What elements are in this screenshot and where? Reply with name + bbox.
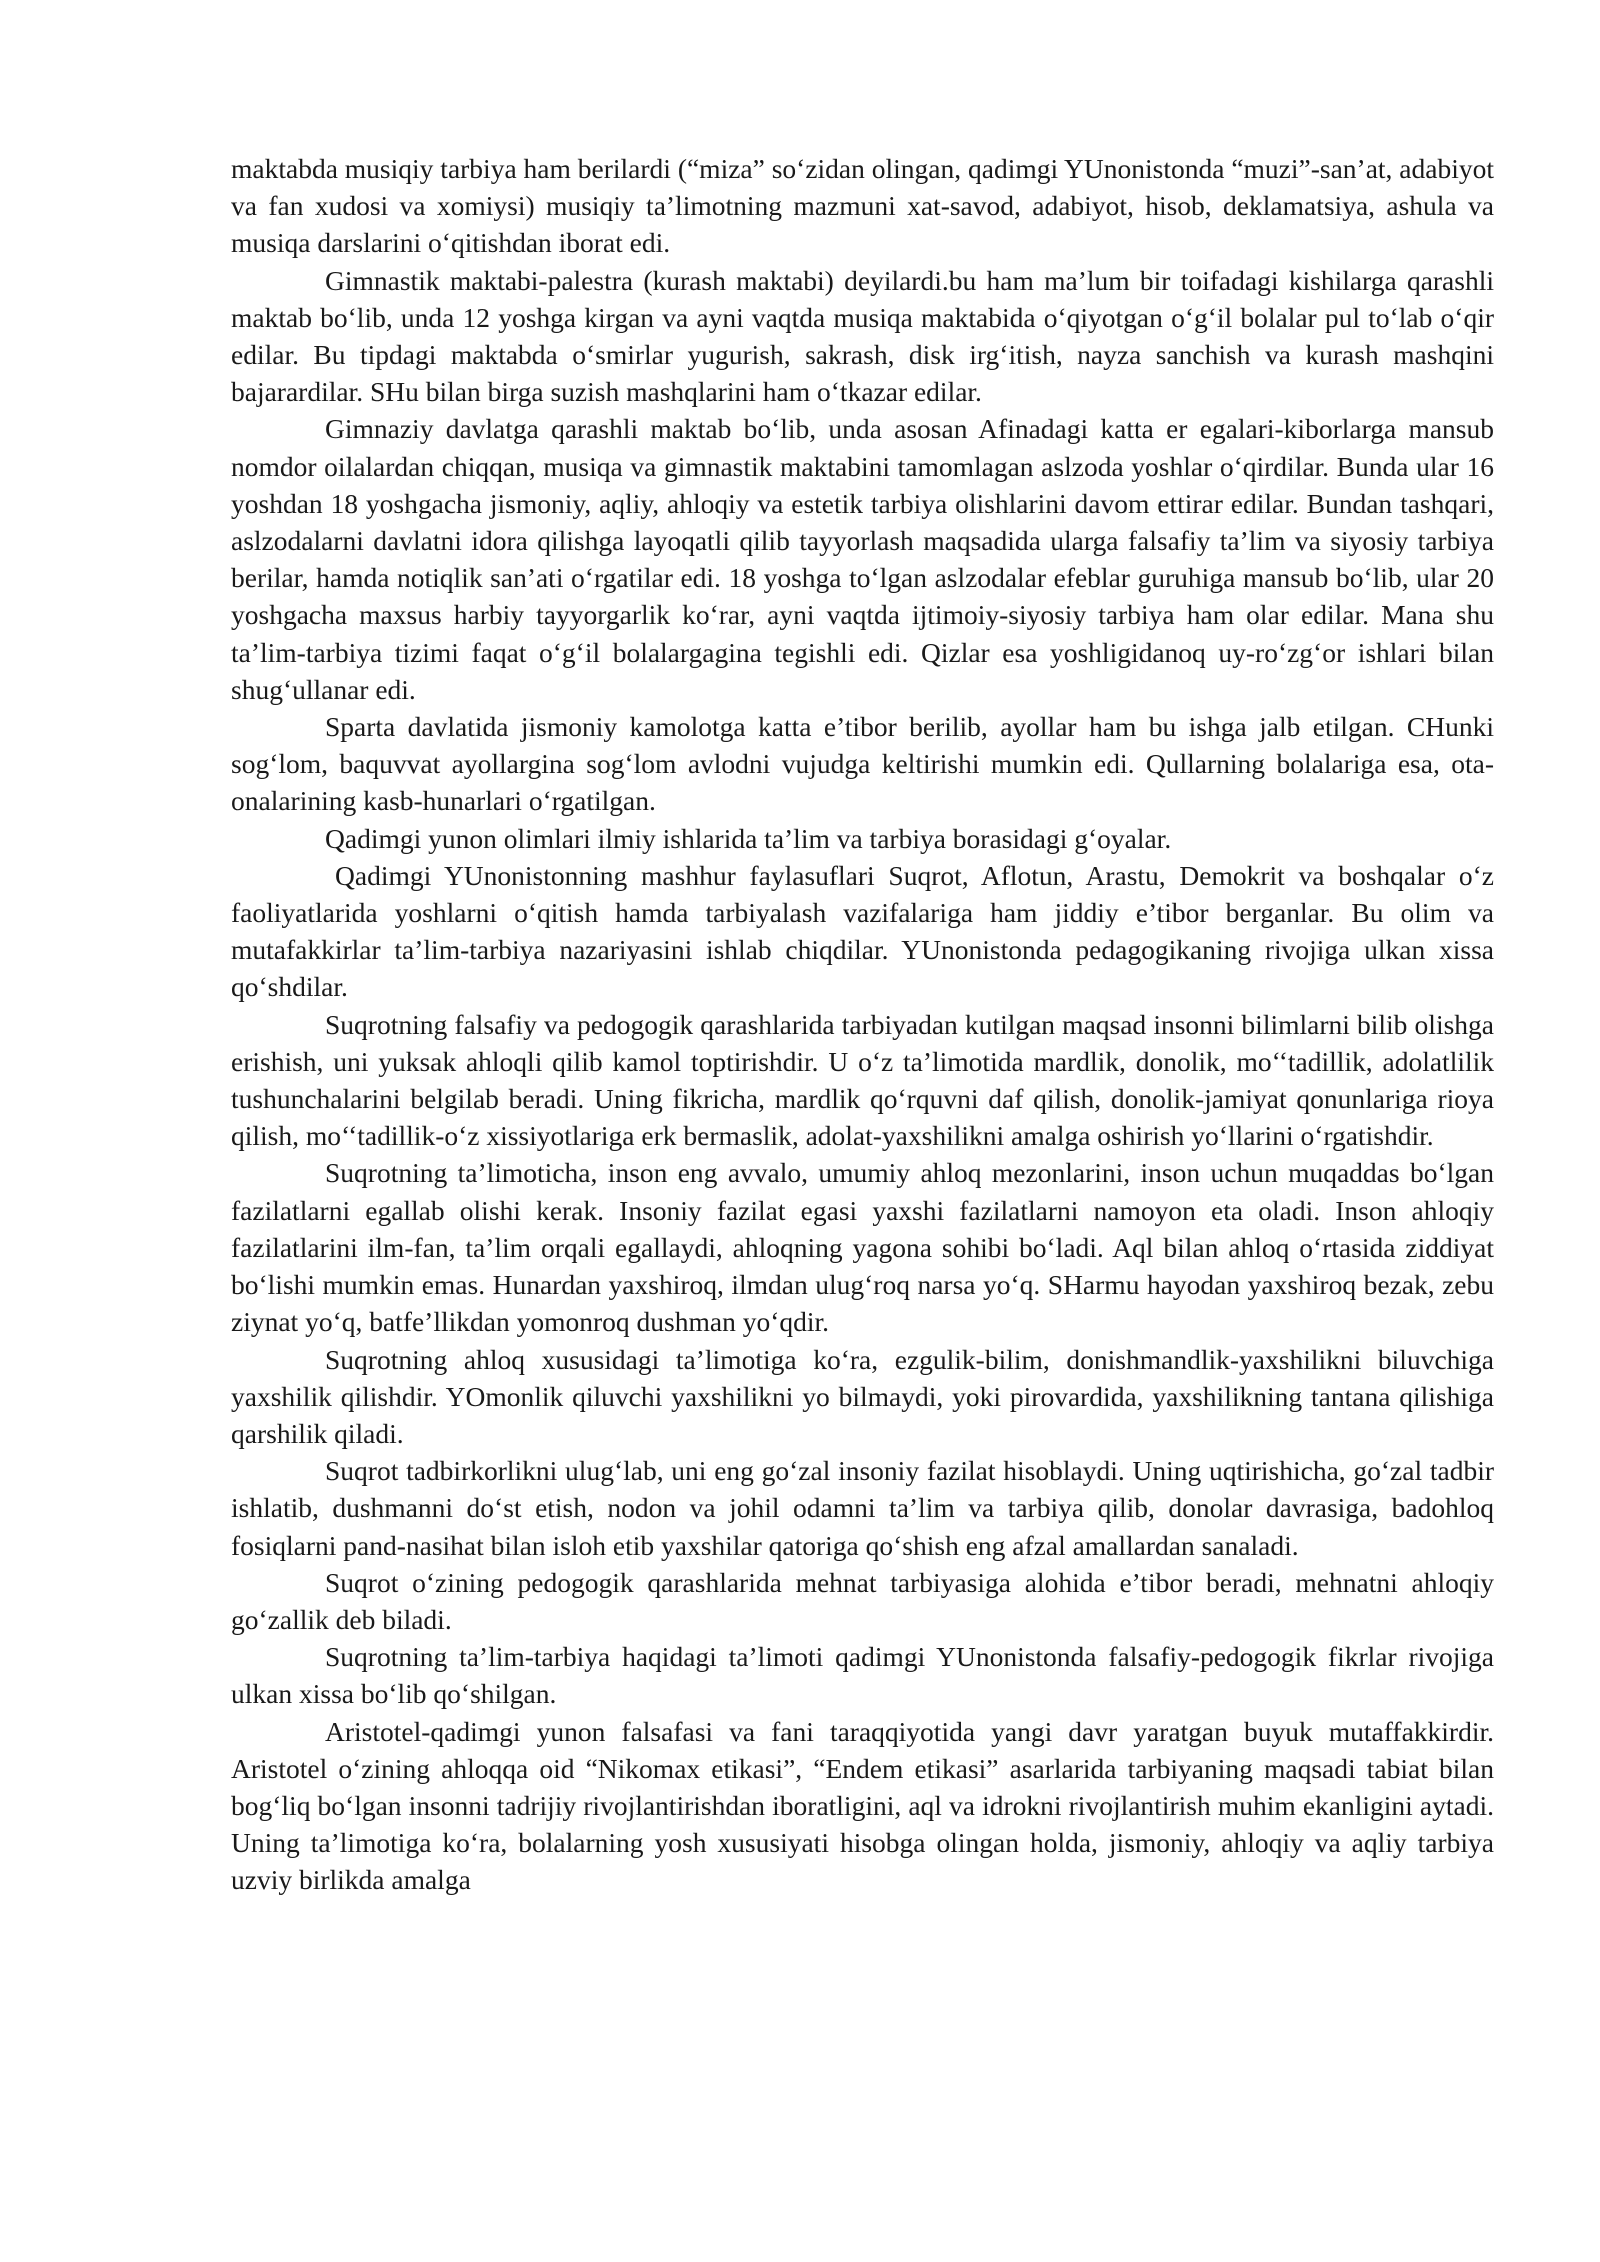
paragraph-gymnastic-school: Gimnastik maktabi-palestra (kurash maktabi) deyilardi.bu ham ma’lum bir toifadagi kishilarga qarashli maktab bo‘lib, unda 12 yoshga kirgan va ayni vaqtda musiqa maktabida o‘qiyotgan o‘g‘il bolalar pul to‘lab o‘qir edilar. Bu tipdagi maktabda o‘smirlar yugurish, sakrash, disk irg‘itish, nayza sanchish va kurash mashqini bajarardilar. SHu bilan birga suzish mashqlarini ham o‘tkazar edilar. [231,264,1494,408]
document-page [231,150,1494,1899]
paragraph-socrates-ethics: Suqrotning ahloq xususidagi ta’limotiga ko‘ra, ezgulik-bilim, donishmandlik-yaxshilikni biluvchiga yaxshilik qilishdir. YOmonlik qiluvchi yaxshilikni yo bilmaydi, yoki pirovardida, yaxshilikning tantana qilishiga qarshilik qiladi. [231,1343,1494,1449]
paragraph-socrates-enterprise: Suqrot tadbirkorlikni ulug‘lab, uni eng go‘zal insoniy fazilat hisoblaydi. Uning uqtirishicha, go‘zal tadbir ishlatib, dushmanni do‘st etish, nodon va johil odamni ta’lim va tarbiya qilib, donolar davrasiga, badohloq fosiqlarni pand-nasihat bilan isloh etib yaxshilar qatoriga qo‘shish eng afzal amallardan sanaladi. [231,1455,1494,1561]
paragraph-socrates-labor: Suqrot o‘zining pedogogik qarashlarida mehnat tarbiyasiga alohida e’tibor beradi, mehnatni ahloqiy go‘zallik deb biladi. [231,1566,1494,1635]
paragraph-music-school: maktabda musiqiy tarbiya ham berilardi (“miza” so‘zidan olingan, qadimgi YUnonistonda “muzi”-san’at, adabiyot va fan xudosi va xomiysi) musiqiy ta’limotning mazmuni xat-savod, adabiyot, hisob, deklamatsiya, ashula va musiqa darslarini o‘qitishdan iborat edi. [231,153,1494,259]
paragraph-greek-philosophers: Qadimgi YUnonistonning mashhur faylasuflari Suqrot, Aflotun, Arastu, Demokrit va boshqalar o‘z faoliyatlarida yoshlarni o‘qitish hamda tarbiyalash vazifalariga ham jiddiy e’tibor berganlar. Bu olim va mutafakkirlar ta’lim-tarbiya nazariyasini ishlab chiqdilar. YUnonistonda pedagogikaning rivojiga ulkan xissa qo‘shdilar. [231,859,1494,1003]
paragraph-socrates-legacy: Suqrotning ta’lim-tarbiya haqidagi ta’limoti qadimgi YUnonistonda falsafiy-pedogogik fikrlar rivojiga ulkan xissa bo‘lib qo‘shilgan. [231,1641,1494,1710]
paragraph-gymnasium: Gimnaziy davlatga qarashli maktab bo‘lib, unda asosan Afinadagi katta er egalari-kiborlarga mansub nomdor oilalardan chiqqan, musiqa va gimnastik maktabini tamomlagan aslzoda yoshlar o‘qirdilar. Bunda ular 16 yoshdan 18 yoshgacha jismoniy, aqliy, ahloqiy va estetik tarbiya olishlarini davom ettirar edilar. Bundan tashqari, aslzodalarni davlatni idora qilishga layoqatli qilib tayyorlash maqsadida ularga falsafiy ta’lim va siyosiy tarbiya berilar, hamda notiqlik san’ati o‘rgatilar edi. 18 yoshga to‘lgan aslzodalar efeblar guruhiga mansub bo‘lib, ular 20 yoshgacha maxsus harbiy tayyorgarlik ko‘rar, ayni vaqtda ijtimoiy-siyosiy tarbiya ham olar edilar. Mana shu ta’lim-tarbiya tizimi faqat o‘g‘il bolalargagina tegishli edi. Qizlar esa yoshligidanoq uy-ro‘zg‘or ishlari bilan shug‘ullanar edi. [231,413,1494,705]
paragraph-socrates-teaching: Suqrotning ta’limoticha, inson eng avvalo, umumiy ahloq mezonlarini, inson uchun muqaddas bo‘lgan fazilatlarni egallab olishi kerak. Insoniy fazilat egasi yaxshi fazilatlarni namoyon eta oladi. Inson ahloqiy fazilatlarini ilm-fan, ta’lim orqali egallaydi, ahloqning yagona sohibi bo‘ladi. Aql bilan ahloq o‘rtasida ziddiyat bo‘lishi mumkin emas. Hunardan yaxshiroq, ilmdan ulug‘roq narsa yo‘q. SHarmu hayodan yaxshiroq bezak, zebu ziynat yo‘q, batfe’llikdan yomonroq dushman yo‘qdir. [231,1157,1494,1338]
paragraph-sparta: Sparta davlatida jismoniy kamolotga katta e’tibor berilib, ayollar ham bu ishga jalb etilgan. CHunki sog‘lom, baquvvat ayollargina sog‘lom avlodni vujudga keltirishi mumkin edi. Qullarning bolalariga esa, ota-onalarining kasb-hunarlari o‘rgatilgan. [231,711,1494,817]
paragraph-socrates-philosophy: Suqrotning falsafiy va pedogogik qarashlarida tarbiyadan kutilgan maqsad insonni bilimlarni bilib olishga erishish, uni yuksak ahloqli qilib kamol toptirishdir. U o‘z ta’limotida mardlik, donolik, mo‘‘tadillik, adolatlilik tushunchalarini belgilab beradi. Uning fikricha, mardlik qo‘rquvni daf qilish, donolik-jamiyat qonunlariga rioya qilish, mo‘‘tadillik-o‘z xissiyotlariga erk bermaslik, adolat-yaxshilikni amalga oshirish yo‘llarini o‘rgatishdir. [231,1008,1494,1152]
paragraph-aristotle: Aristotel-qadimgi yunon falsafasi va fani taraqqiyotida yangi davr yaratgan buyuk mutaffakkirdir. Aristotel o‘zining ahloqqa oid “Nikomax etikasi”, “Endem etikasi” asarlarida tarbiyaning maqsadi tabiat bilan bog‘liq bo‘lgan insonni tadrijiy rivojlantirishdan iboratligini, aql va idrokni rivojlantirish muhim ekanligini aytadi. Uning ta’limotiga ko‘ra, bolalarning yosh xususiyati hisobga olingan holda, jismoniy, ahloqiy va aqliy tarbiya uzviy birlikda amalga [231,1715,1494,1896]
section-heading-greek-scholars: Qadimgi yunon olimlari ilmiy ishlarida ta’lim va tarbiya borasidagi g‘oyalar. [325,822,1172,854]
